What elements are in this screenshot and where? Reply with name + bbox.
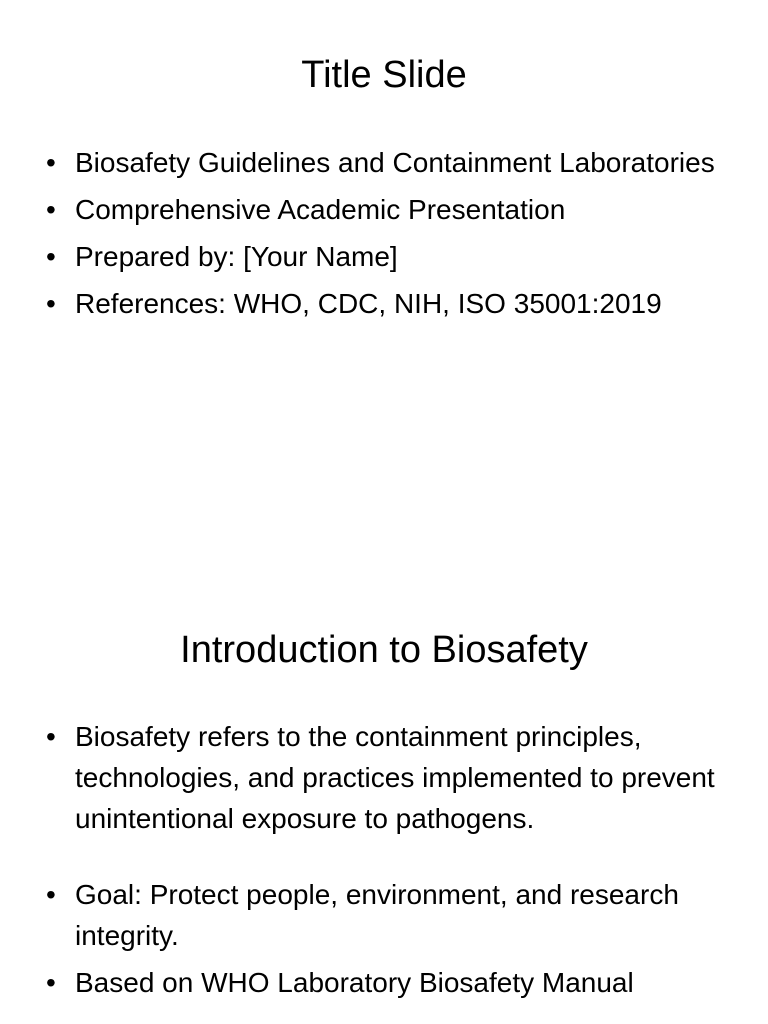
- list-item: [46, 142, 735, 183]
- bullet-text: Comprehensive Academic Presentation: [75, 194, 566, 225]
- bullet-text: Biosafety Guidelines and Containment Laboratories: [75, 147, 715, 178]
- bullet-icon: •: [46, 147, 56, 178]
- bullet-icon: •: [46, 288, 56, 319]
- list-item: [46, 283, 735, 324]
- bullet-icon: •: [46, 721, 56, 752]
- slide-introduction: [0, 576, 768, 1024]
- bullet-icon: •: [46, 879, 56, 910]
- bullet-list: [46, 142, 735, 330]
- bullet-text: Prepared by: [Your Name]: [75, 241, 398, 272]
- bullet-text: References: WHO, CDC, NIH, ISO 35001:2019: [75, 288, 662, 319]
- bullet-text: Based on WHO Laboratory Biosafety Manual: [75, 967, 634, 998]
- list-item: [46, 874, 735, 956]
- list-item: [46, 189, 735, 230]
- bullet-text: Goal: Protect people, environment, and research integrity.: [75, 879, 679, 951]
- bullet-list: [46, 716, 735, 1009]
- bullet-icon: •: [46, 194, 56, 225]
- bullet-icon: •: [46, 967, 56, 998]
- slide-title: Introduction to Biosafety: [180, 629, 588, 671]
- list-item: [46, 236, 735, 277]
- list-item: [46, 962, 735, 1003]
- bullet-text: Biosafety refers to the containment principles, technologies, and practices implemented to prevent unintentional exposure to pathogens.: [75, 721, 715, 834]
- bullet-icon: •: [46, 241, 56, 272]
- slide-title: Title Slide: [301, 54, 467, 96]
- list-item: [46, 716, 735, 839]
